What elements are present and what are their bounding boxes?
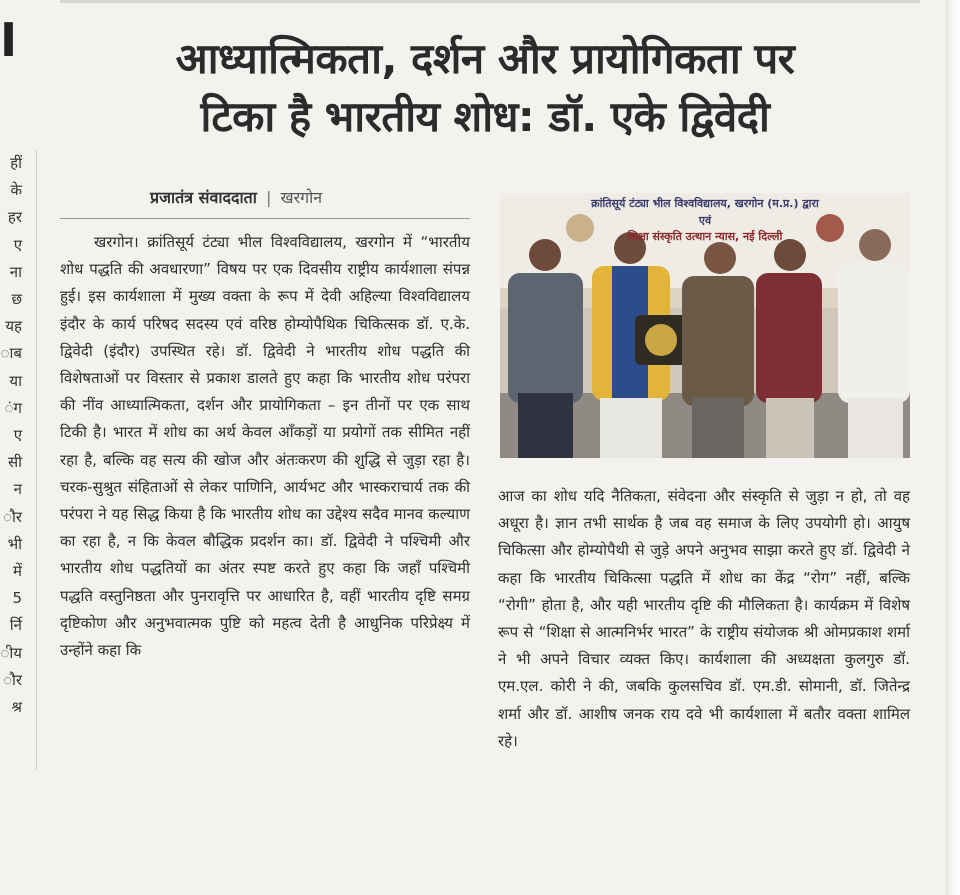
event-photo (500, 193, 910, 458)
byline-author: प्रजातंत्र संवाददाता (150, 188, 257, 207)
fragment-line: हर (7, 208, 22, 227)
fragment-line: भी (7, 534, 22, 553)
article-column-right (498, 483, 910, 883)
article-column-left (60, 229, 470, 879)
fragment-line: हीं (10, 154, 22, 172)
fragment-line: ौर (3, 507, 22, 526)
fragment-line: श्र (11, 698, 22, 717)
left-column-title-fragment: I (0, 13, 18, 67)
article-paragraph: आज का शोध यदि नैतिकता, संवेदना और संस्कृति से जुड़ा न हो, तो वह अधूरा है। ज्ञान तभी सार्थक है जब वह समाज के लिए उपयोगी हो। आयुष चिकित्सा और होम्योपैथी से जुड़े अपने अनुभव साझा करते हुए डॉ. द्विवेदी ने कहा कि भारतीय चिकित्सा पद्धति में शोध का केंद्र “रोग” नहीं, बल्कि “रोगी” होता है, और यही भारतीय दृष्टि की मौलिकता है। कार्यक्रम में विशेष रूप से “शिक्षा से आत्मनिर्भर भारत” के राष्ट्रीय संयोजक श्री ओमप्रकाश शर्मा ने भी अपने विचार व्यक्त किए। कार्यशाला की अध्यक्षता कुलगुरु डॉ. एम.एल. कोरी ने की, जबकि कुलसचिव डॉ. एम.डी. सोमानी, डॉ. जितेन्द्र शर्मा और डॉ. आशीष जनक राय दवे भी कार्यशाला में बतौर वक्ता शामिल रहे। (498, 487, 910, 750)
fragment-line: ौर (3, 670, 22, 689)
banner-text-line-1: क्रांतिसूर्य टंट्या भील विश्वविद्यालय, खरगोन (म.प्र.) द्वारा (591, 197, 819, 210)
byline-rule (60, 218, 470, 219)
fragment-line: 5 (12, 589, 22, 608)
column-divider (36, 150, 37, 770)
fragment-line: र्नि (9, 616, 22, 635)
fragment-line: छ (11, 290, 22, 309)
top-rule (60, 0, 920, 3)
headline-line-2: टिका है भारतीय शोध: डॉ. एके द्विवेदी (200, 92, 770, 141)
article-paragraph: खरगोन। क्रांतिसूर्य टंट्या भील विश्वविद्यालय, खरगोन में “भारतीय शोध पद्धति की अवधारणा” विषय पर एक दिवसीय राष्ट्रीय कार्यशाला संपन्न हुई। इस कार्यशाला में मुख्य वक्ता के रूप में देवी अहिल्या विश्वविद्यालय इंदौर के कार्य परिषद सदस्य एवं वरिष्ठ होम्योपैथिक चिकित्सक डॉ. ए.के. द्विवेदी (इंदौर) उपस्थित रहे। डॉ. द्विवेदी ने भारतीय शोध पद्धति की विशेषताओं पर विस्तार से प्रकाश डालते हुए कहा कि भारतीय शोध परंपरा की नींव आध्यात्मिकता, दर्शन और प्रायोगिकता – इन तीनों पर एक साथ टिकी है। भारत में शोध का अर्थ केवल आँकड़ों या प्रयोगों तक सीमित नहीं रहा है, बल्कि वह सत्य की खोज और अंतःकरण की शुद्धि से जुड़ा रहा है। चरक-सुश्रुत संहिताओं से लेकर पाणिनि, आर्यभट और भास्कराचार्य तक की परंपरा ने यह सिद्ध किया है कि भारतीय शोध का उद्देश्य सदैव मानव कल्याण का रहा है, न कि केवल बौद्धिक प्रदर्शन का। डॉ. द्विवेदी ने पश्चिमी और भारतीय शोध पद्धतियों का अंतर स्पष्ट करते हुए कहा कि जहाँ पश्चिमी पद्धति वस्तुनिष्ठता और पुनरावृत्ति पर आधारित है, वहीं भारतीय दृष्टि समग्र दृष्टिकोण और अनुभवात्मक पुष्टि को महत्व देती है आधुनिक परिप्रेक्ष्य में उन्होंने कहा कि (60, 233, 470, 660)
headline (60, 30, 910, 146)
fragment-line: ंग (4, 398, 22, 417)
fragment-line: ए (13, 235, 22, 254)
fragment-line: के (10, 181, 22, 200)
byline-location: खरगोन (280, 188, 323, 207)
fragment-line: में (13, 562, 22, 581)
fragment-line: ाब (0, 344, 22, 363)
fragment-line: यह (5, 317, 22, 336)
byline-separator: | (266, 188, 272, 207)
byline (150, 186, 322, 208)
fragment-line: सी (7, 453, 22, 472)
left-column-fragment (0, 150, 22, 721)
headline-line-1: आध्यात्मिकता, दर्शन और प्रायोगिकता पर (175, 34, 795, 83)
fragment-line: ना (9, 262, 22, 281)
fragment-line: न (13, 480, 22, 499)
banner-text-line-3: शिक्षा संस्कृति उत्थान न्यास, नई दिल्ली (627, 230, 783, 243)
fragment-line: ीय (0, 643, 22, 662)
fragment-line: ए (13, 426, 22, 445)
page-fold-edge (946, 0, 960, 895)
banner-text-line-2: एवं (698, 214, 712, 227)
fragment-line: या (9, 371, 22, 390)
